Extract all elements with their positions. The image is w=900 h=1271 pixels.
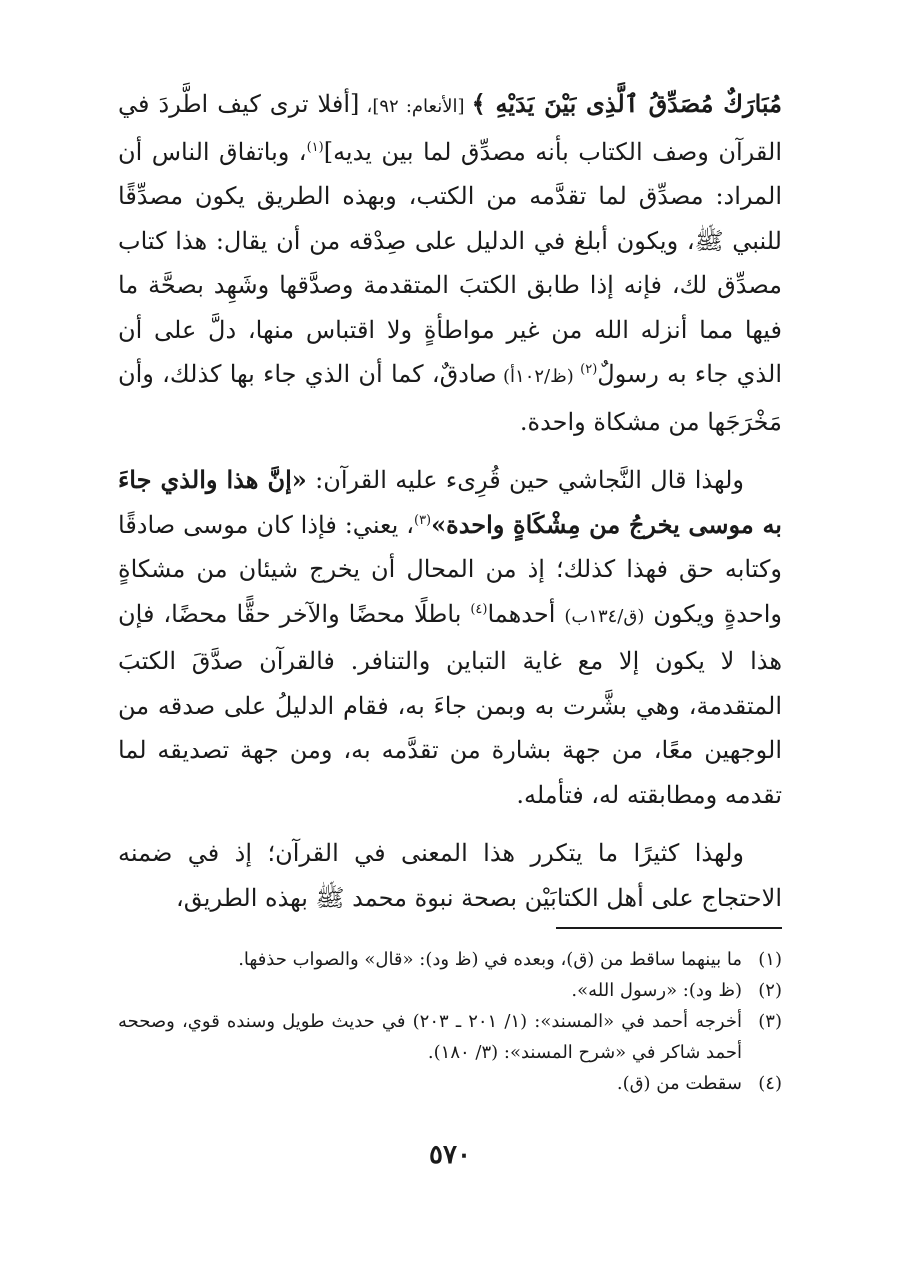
footnotes [118, 944, 782, 1099]
footnote-item [118, 975, 782, 1006]
footnote-text: ما بينهما ساقط من (ق)، وبعده في (ظ ود): «قال» والصواب حذفها. [238, 949, 742, 970]
paragraph-text: ، وباتفاق الناس أن المراد: مصدِّق لما تقدَّمه من الكتب، وبهذه الطريق يكون مصدِّقًا للنبي ﷺ، ويكون أبلغ في الدليل على صِدْقه من أن يقال: هذا كتاب مصدِّق لك، فإنه إذا طابق الكتبَ المتقدمة وصدَّقها وشَهِد بصحَّة ما فيها مما أنزله الله من غير مواطأةٍ ولا اقتباس منها، دلَّ على أن الذي جاء به رسولٌ [118, 137, 782, 388]
footnote-divider [556, 927, 782, 929]
page-body [118, 82, 782, 920]
footnote-number: (٢) [758, 980, 782, 1001]
paragraph-text: باطلًا محضًا والآخر حقًّا محضًا، فإن هذا لا يكون إلا مع غاية التباين والتنافر. فالقرآن صدَّقَ الكتبَ المتقدمة، وهي بشَّرت به وبمن جاءَ به، فقام الدليلُ على صدقه من الوجهين معًا، من جهة بشارة من تقدَّمه به، ومن جهة تصديقه لما تقدمه ومطابقته له، فتأمله. [118, 599, 782, 809]
paragraph-1 [118, 82, 782, 444]
paragraph-text: ولهذا كثيرًا ما يتكرر هذا المعنى في القرآن؛ إذ في ضمنه الاحتجاج على أهل الكتابَيْن بصحة نبوة محمد ﷺ بهذه الطريق، [118, 839, 782, 912]
footnote-marker: (٤) [470, 601, 488, 617]
footnote-text: سقطت من (ق). [616, 1073, 742, 1094]
paragraph-text: ولهذا قال النَّجاشي حين قُرِىء عليه القرآن: [306, 466, 744, 494]
paragraph-text: أحدهما [487, 599, 565, 628]
footnote-item [118, 1006, 782, 1068]
paragraph-text: [أفلا ترى كيف اطَّردَ في القرآن وصف الكتاب بأنه مصدِّق لما بين يديه] [118, 90, 783, 166]
footnote-number: (٣) [758, 1011, 782, 1032]
paragraph-2 [118, 458, 782, 817]
hadith-quote: «إنَّ هذا والذي جاءَ به موسى يخرجُ من مِشْكَاةٍ واحدة» [118, 465, 782, 539]
paragraph-3 [118, 831, 782, 920]
footnote-marker: (٣) [413, 512, 432, 528]
footnote-marker: (٢) [580, 362, 598, 377]
page-number: ٥٧٠ [429, 1140, 471, 1170]
footnote-item [118, 944, 782, 975]
footnote-text: أخرجه أحمد في «المسند»: (١/ ٢٠١ ـ ٢٠٣) في حديث طويل وسنده قوي، وصححه أحمد شاكر في «شرح المسند»: (٣/ ١٨٠). [118, 1011, 742, 1063]
quran-verse: مُبَارَكٌ مُصَدِّقُ ٱلَّذِى بَيْنَ يَدَيْهِ ﴾ [471, 89, 783, 118]
footnote-number: (١) [758, 949, 782, 970]
paragraph-text: صادقٌ، كما أن الذي جاء بها كذلك، وأن مَخْرَجَها من مشكاة واحدة. [118, 360, 782, 436]
manuscript-reference: (ظ/١٠٢أ) [496, 366, 581, 387]
footnote-item [118, 1068, 782, 1099]
verse-reference: [الأنعام: ٩٢]، [359, 96, 472, 117]
manuscript-reference: (ق/١٣٤ب) [564, 605, 645, 627]
footnote-number: (٤) [758, 1073, 782, 1094]
footnote-text: (ظ ود): «رسول الله». [571, 980, 742, 1001]
footnote-marker: (١) [306, 139, 324, 155]
paragraph-text: ، يعني: فإذا كان موسى صادقًا وكتابه حق فهذا كذلك؛ إذ من المحال أن يخرج شيئان من مشكاةٍ واحدةٍ ويكون [118, 510, 782, 628]
